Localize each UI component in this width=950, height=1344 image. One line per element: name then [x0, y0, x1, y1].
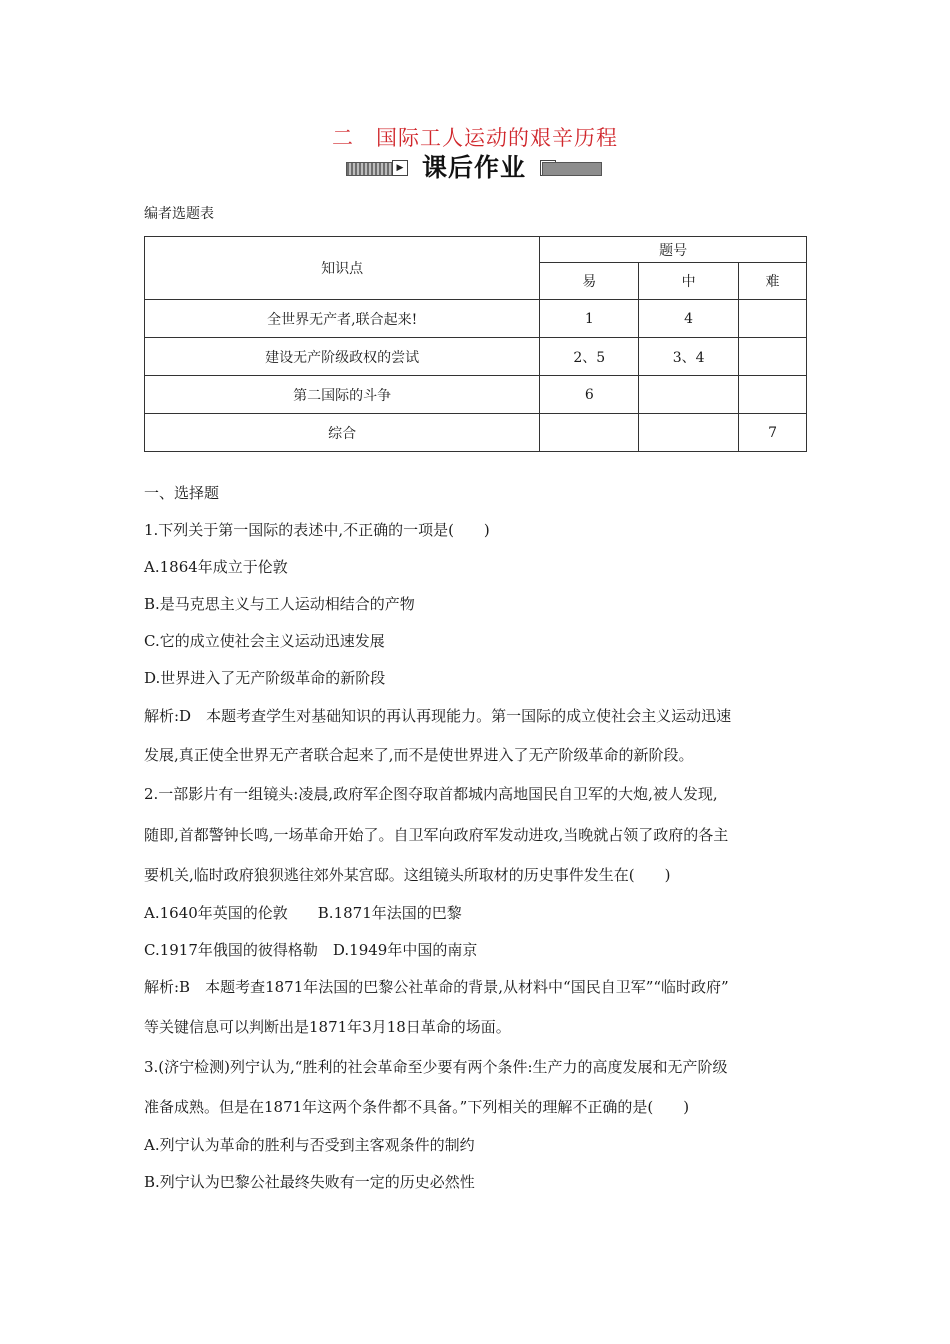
easy-cell: 6: [540, 376, 639, 414]
table-caption: 编者选题表: [144, 206, 214, 222]
hard-cell: [739, 300, 807, 338]
hard-cell: [739, 338, 807, 376]
section-heading: 一、选择题: [144, 484, 220, 502]
play-icon: ▶: [392, 160, 408, 176]
level-hard: 难: [739, 263, 807, 300]
q1-option-a: A.1864年成立于伦敦: [144, 558, 288, 576]
table-row: [145, 338, 807, 376]
topic-cell: 综合: [145, 414, 540, 452]
mid-cell: 4: [639, 300, 739, 338]
lesson-title: 二 国际工人运动的艰辛历程: [332, 126, 618, 150]
easy-cell: 1: [540, 300, 639, 338]
q2-options-ab: A.1640年英国的伦敦 B.1871年法国的巴黎: [144, 904, 462, 922]
mid-cell: [639, 376, 739, 414]
q2-stem-line3: 要机关,临时政府狼狈逃往郊外某宫邸。这组镜头所取材的历史事件发生在( ): [144, 866, 671, 884]
table-row: [145, 414, 807, 452]
header-knowledge: 知识点: [145, 237, 540, 300]
topic-table: [144, 236, 807, 452]
q1-stem: 1.下列关于第一国际的表述中,不正确的一项是( ): [144, 521, 490, 539]
q1-option-d: D.世界进入了无产阶级革命的新阶段: [144, 669, 386, 687]
hard-cell: 7: [739, 414, 807, 452]
q3-stem-line2: 准备成熟。但是在1871年这两个条件都不具备。”下列相关的理解不正确的是( ): [144, 1098, 690, 1116]
q3-option-b: B.列宁认为巴黎公社最终失败有一定的历史必然性: [144, 1173, 475, 1191]
easy-cell: [540, 414, 639, 452]
q2-analysis-line1: 解析:B 本题考查1871年法国的巴黎公社革命的背景,从材料中“国民自卫军”“临时政府”: [144, 978, 729, 996]
q2-analysis-line2: 等关键信息可以判断出是1871年3月18日革命的场面。: [144, 1018, 511, 1036]
topic-cell: 建设无产阶级政权的尝试: [145, 338, 540, 376]
homework-banner: [346, 153, 602, 183]
banner-label: 课后作业: [421, 153, 526, 182]
q1-analysis-line1: 解析:D 本题考查学生对基础知识的再认再现能力。第一国际的成立使社会主义运动迅速: [144, 707, 732, 725]
banner-bar-right: [542, 162, 602, 176]
table-row: [145, 376, 807, 414]
level-mid: 中: [639, 263, 739, 300]
q1-option-b: B.是马克思主义与工人运动相结合的产物: [144, 595, 415, 613]
q2-stem-line2: 随即,首都警钟长鸣,一场革命开始了。自卫军向政府军发动进攻,当晚就占领了政府的各主: [144, 826, 729, 844]
hard-cell: [739, 376, 807, 414]
topic-cell: 全世界无产者,联合起来!: [145, 300, 540, 338]
mid-cell: [639, 414, 739, 452]
q3-option-a: A.列宁认为革命的胜利与否受到主客观条件的制约: [144, 1136, 475, 1154]
topic-cell: 第二国际的斗争: [145, 376, 540, 414]
level-easy: 易: [540, 263, 639, 300]
q1-analysis-line2: 发展,真正使全世界无产者联合起来了,而不是使世界进入了无产阶级革命的新阶段。: [144, 746, 694, 764]
q1-option-c: C.它的成立使社会主义运动迅速发展: [144, 632, 385, 650]
header-number: 题号: [540, 237, 807, 263]
table-row: [145, 300, 807, 338]
easy-cell: 2、5: [540, 338, 639, 376]
mid-cell: 3、4: [639, 338, 739, 376]
q2-stem-line1: 2.一部影片有一组镜头:凌晨,政府军企图夺取首都城内高地国民自卫军的大炮,被人发现,: [144, 785, 718, 803]
q2-options-cd: C.1917年俄国的彼得格勒 D.1949年中国的南京: [144, 941, 478, 959]
q3-stem-line1: 3.(济宁检测)列宁认为,“胜利的社会革命至少要有两个条件:生产力的高度发展和无产阶级: [144, 1058, 728, 1076]
